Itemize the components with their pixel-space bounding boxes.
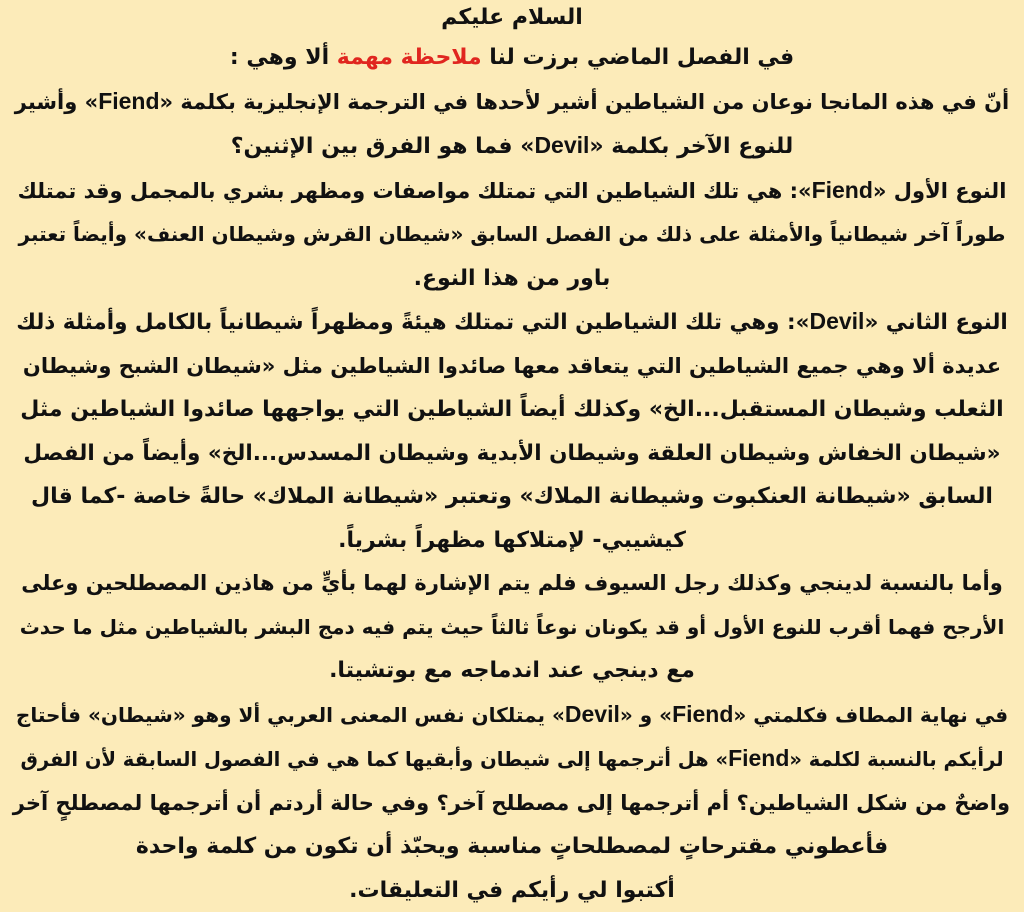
english-term: Devil (534, 132, 589, 158)
text-line: مع دينجي عند اندماجه مع بوتشيتا. (14, 649, 1010, 693)
text-line: أنّ في هذه المانجا نوعان من الشياطين أشير لأحدها في الترجمة الإنجليزية بكلمة «Fiend» وأشير (14, 80, 1010, 125)
text-line: في نهاية المطاف فكلمتي «Fiend» و «Devil» يمتلكان نفس المعنى العربي ألا وهو «شيطان» فأحتاج (14, 693, 1010, 738)
english-term: Devil (565, 701, 620, 727)
text-line: كيشيبي- لإمتلاكها مظهراً بشرياً. (14, 519, 1010, 563)
text-line: فأعطوني مقترحاتٍ لمصطلحاتٍ مناسبة ويحبّذ أن تكون من كلمة واحدة (14, 825, 1010, 869)
text-line: عديدة ألا وهي جميع الشياطين التي يتعاقد معها صائدوا الشياطين مثل «شيطان الشبح وشيطان (14, 345, 1010, 389)
english-term: Fiend (672, 701, 733, 727)
text-line: واضحٌ من شكل الشياطين؟ أم أترجمها إلى مصطلح آخر؟ وفي حالة أردتم أن أترجمها لمصطلحٍ آخر (14, 782, 1010, 826)
text-line: في الفصل الماضي برزت لنا ملاحظة مهمة ألا وهي : (14, 36, 1010, 80)
english-term: Devil (809, 308, 864, 334)
english-term: Fiend (728, 745, 789, 771)
text-line: وأما بالنسبة لدينجي وكذلك رجل السيوف فلم يتم الإشارة لهما بأيٍّ من هاذين المصطلحين وعلى (14, 562, 1010, 606)
text-line: الأرجح فهما أقرب للنوع الأول أو قد يكونان نوعاً ثالثاً حيث يتم فيه دمج البشر بالشياطين مثل ما حدث (14, 606, 1010, 650)
greeting-line: السلام عليكم (14, 0, 1010, 36)
text-line: أكتبوا لي رأيكم في التعليقات. (14, 869, 1010, 912)
text-line: السابق «شيطانة العنكبوت وشيطانة الملاك» وتعتبر «شيطانة الملاك» حالةً خاصة -كما قال (14, 475, 1010, 519)
english-term: Fiend (812, 177, 873, 203)
text-line: النوع الأول «Fiend»: هي تلك الشياطين التي تمتلك مواصفات ومظهر بشري بالمجمل وقد تمتلك (14, 169, 1010, 214)
text-line: النوع الثاني «Devil»: وهي تلك الشياطين التي تمتلك هيئةً ومظهراً شيطانياً بالكامل وأمثلة ذلك (14, 300, 1010, 345)
text-line: «شيطان الخفاش وشيطان العلقة وشيطان الأبدية وشيطان المسدس...الخ» وأيضاً من الفصل (14, 432, 1010, 476)
highlighted-note: ملاحظة مهمة (337, 45, 482, 70)
english-term: Fiend (98, 88, 159, 114)
text-line: الثعلب وشيطان المستقبل...الخ» وكذلك أيضاً الشياطين التي يواجهها صائدوا الشياطين مثل (14, 388, 1010, 432)
text-line: باور من هذا النوع. (14, 257, 1010, 301)
text-line: لرأيكم بالنسبة لكلمة «Fiend» هل أترجمها إلى شيطان وأبقيها كما هي في الفصول السابقة لأن الفرق (14, 737, 1010, 782)
text-line: طوراً آخر شيطانياً والأمثلة على ذلك من الفصل السابق «شيطان القرش وشيطان العنف» وأيضاً تعتبر (14, 213, 1010, 257)
text-line: للنوع الآخر بكلمة «Devil» فما هو الفرق بين الإثنين؟ (14, 124, 1010, 169)
